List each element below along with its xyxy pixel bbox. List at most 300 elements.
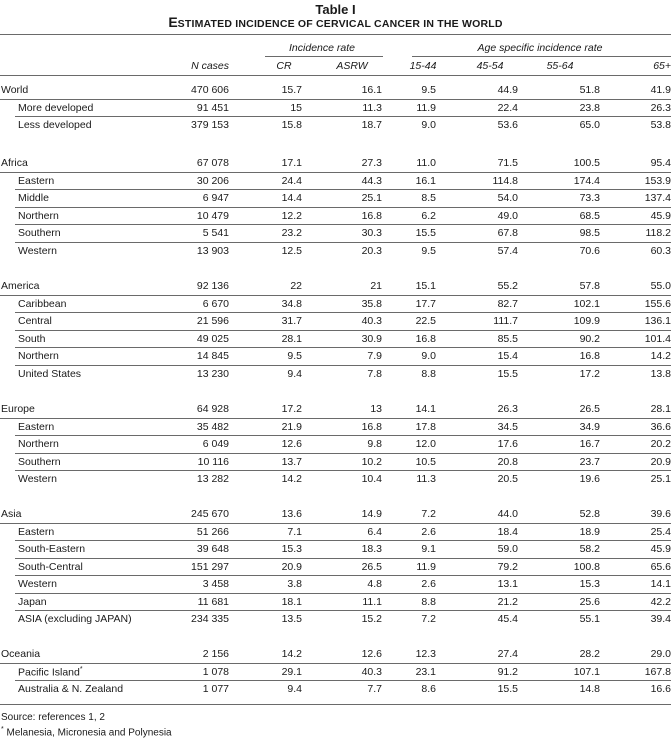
cell-age-15-44: 8.8 <box>421 367 436 380</box>
row-name-text: Europe <box>1 403 35 415</box>
cell-age-65-plus: 14.2 <box>650 350 671 362</box>
footnote-marker: * <box>79 665 83 673</box>
cell-age-15-44: 11.0 <box>416 157 436 169</box>
cell-age-15-44: 8.5 <box>421 192 436 204</box>
cell-cr: 17.1 <box>281 157 302 169</box>
row-name-text: United States <box>18 367 82 380</box>
row-name-text: Caribbean <box>18 297 67 310</box>
header-bottom-rule <box>0 75 671 76</box>
cell-age-45-54: 85.5 <box>497 332 518 345</box>
cell-age-65-plus: 155.6 <box>644 297 671 310</box>
row-rule <box>15 365 671 366</box>
cell-age-55-64: 23.8 <box>579 101 600 114</box>
row-name-text: Middle <box>18 192 49 204</box>
cell-age-15-44: 10.5 <box>415 455 436 468</box>
row-rule <box>0 418 671 419</box>
cell-asrw: 44.3 <box>361 174 382 187</box>
cell-cr: 20.9 <box>281 560 302 573</box>
cell-asrw: 26.5 <box>361 560 382 573</box>
row-name <box>18 245 57 257</box>
cell-cr: 29.1 <box>281 665 302 678</box>
row-name <box>18 666 83 679</box>
row-rule <box>15 189 671 190</box>
row-rule <box>15 610 671 611</box>
cell-cr: 12.2 <box>281 209 302 222</box>
footnote-source: Source: references 1, 2 <box>1 712 105 723</box>
cell-age-65-plus: 137.4 <box>644 192 671 204</box>
cell-asrw: 18.3 <box>361 543 382 555</box>
cell-age-55-64: 58.2 <box>579 543 600 555</box>
row-rule <box>0 295 671 296</box>
row-name-text: Eastern <box>18 420 55 433</box>
table-title-rest: STIMATED INCIDENCE OF CERVICAL CANCER IN THE WORLD <box>177 18 503 30</box>
cell-age-55-64: 14.8 <box>579 683 600 695</box>
group-name <box>1 84 28 96</box>
cell-age-65-plus: 55.0 <box>650 280 671 292</box>
cell-cr: 15.8 <box>281 119 302 131</box>
cell-asrw: 6.4 <box>367 525 382 538</box>
row-rule <box>15 312 671 313</box>
cell-n-cases: 64 928 <box>196 403 229 415</box>
cell-n-cases: 92 136 <box>196 280 229 292</box>
cell-cr: 9.4 <box>287 683 302 695</box>
cell-n-cases: 6 947 <box>202 192 229 204</box>
cell-age-45-54: 13.1 <box>497 578 518 590</box>
cell-cr: 34.8 <box>281 297 302 310</box>
cell-n-cases: 67 078 <box>196 157 229 169</box>
row-rule <box>15 330 671 331</box>
cell-cr: 18.1 <box>281 595 302 608</box>
cell-age-65-plus: 25.1 <box>650 473 671 485</box>
cell-age-45-54: 49.0 <box>497 209 518 222</box>
column-header-cr: CR <box>276 60 292 72</box>
row-name-text: Africa <box>1 157 28 169</box>
cell-age-45-54: 91.2 <box>497 665 518 678</box>
row-rule <box>15 347 671 348</box>
cell-age-45-54: 27.4 <box>497 648 518 660</box>
cell-cr: 3.8 <box>287 578 302 590</box>
cell-age-15-44: 7.2 <box>421 613 436 625</box>
cell-age-55-64: 100.5 <box>573 157 600 169</box>
row-name-text: Southern <box>18 227 61 239</box>
cell-age-55-64: 57.8 <box>579 280 600 292</box>
cell-n-cases: 13 230 <box>196 367 229 380</box>
cell-n-cases: 11 681 <box>197 595 229 608</box>
cell-asrw: 4.8 <box>367 578 382 590</box>
cell-n-cases: 21 596 <box>196 315 229 327</box>
row-name-text: More developed <box>18 101 94 114</box>
row-name-text: South-Central <box>18 560 83 573</box>
row-name <box>18 192 49 204</box>
cell-age-15-44: 9.5 <box>421 244 436 257</box>
cell-cr: 12.6 <box>281 438 302 450</box>
row-rule <box>15 435 671 436</box>
cell-age-65-plus: 45.9 <box>650 543 671 555</box>
cell-asrw: 7.9 <box>367 350 382 362</box>
column-header-age-55-64: 55-64 <box>546 60 574 72</box>
row-name-text: Western <box>18 578 57 590</box>
cell-age-45-54: 15.5 <box>497 683 518 695</box>
row-name-text: Oceania <box>1 648 41 660</box>
group-name <box>1 508 21 520</box>
cell-n-cases: 245 670 <box>191 508 229 520</box>
table-title-initial: E <box>168 14 178 30</box>
cell-age-55-64: 16.7 <box>579 438 600 450</box>
cell-asrw: 30.3 <box>361 227 382 239</box>
cell-asrw: 25.1 <box>361 192 382 204</box>
cell-age-15-44: 12.0 <box>415 438 436 450</box>
cell-asrw: 21 <box>370 280 382 292</box>
cell-asrw: 16.8 <box>361 420 382 433</box>
cell-n-cases: 35 482 <box>196 420 229 433</box>
cell-age-15-44: 22.5 <box>415 315 436 327</box>
row-name <box>18 315 52 327</box>
cell-age-45-54: 20.8 <box>497 455 518 468</box>
column-header-age-65-plus: 65+ <box>653 60 671 72</box>
cell-age-55-64: 28.2 <box>579 648 600 660</box>
row-name-text: Western <box>18 473 57 485</box>
row-name <box>18 596 47 608</box>
cell-age-45-54: 44.9 <box>497 84 518 96</box>
row-rule <box>15 575 671 576</box>
cell-age-45-54: 21.2 <box>497 595 518 608</box>
cell-age-55-64: 55.1 <box>579 613 600 625</box>
row-rule <box>15 540 671 541</box>
row-name-text: Eastern <box>18 525 55 538</box>
cell-age-15-44: 9.0 <box>421 119 436 131</box>
cell-age-55-64: 102.1 <box>573 297 600 310</box>
row-name-text: Northern <box>18 438 59 450</box>
cell-cr: 28.1 <box>281 332 302 345</box>
cell-age-45-54: 111.7 <box>493 315 518 327</box>
row-name-text: Northern <box>18 209 59 222</box>
row-name-text: Western <box>18 244 57 257</box>
cell-age-15-44: 12.3 <box>415 648 436 660</box>
cell-asrw: 11.1 <box>362 595 382 608</box>
cell-n-cases: 49 025 <box>196 332 229 345</box>
row-rule <box>15 453 671 454</box>
row-name <box>18 473 57 485</box>
cell-cr: 31.7 <box>281 315 302 327</box>
row-name <box>18 613 132 625</box>
row-name <box>18 543 85 555</box>
cell-asrw: 40.3 <box>361 665 382 678</box>
cell-n-cases: 14 845 <box>196 350 229 362</box>
cell-age-65-plus: 25.4 <box>650 525 671 538</box>
cell-age-65-plus: 26.3 <box>650 101 671 114</box>
cell-age-55-64: 26.5 <box>579 403 600 415</box>
cell-age-45-54: 22.4 <box>497 101 518 114</box>
cell-age-55-64: 34.9 <box>579 420 600 433</box>
cell-age-15-44: 9.5 <box>421 84 436 96</box>
table-label: Table I <box>315 2 356 17</box>
cell-age-65-plus: 20.2 <box>650 438 671 450</box>
row-rule <box>15 116 671 117</box>
row-name <box>18 175 54 187</box>
cell-cr: 15.7 <box>281 84 302 96</box>
cell-age-55-64: 98.5 <box>579 227 600 239</box>
cell-age-65-plus: 53.8 <box>650 119 671 131</box>
cell-n-cases: 470 606 <box>191 84 229 96</box>
cell-age-15-44: 16.1 <box>415 174 436 187</box>
row-name <box>18 227 61 239</box>
row-rule <box>0 663 671 664</box>
cell-cr: 13.7 <box>281 455 302 468</box>
cell-age-65-plus: 60.3 <box>650 244 671 257</box>
cell-age-65-plus: 101.4 <box>644 332 671 345</box>
row-name-text: Australia & N. Zealand <box>18 683 124 695</box>
cell-age-15-44: 9.1 <box>421 543 436 555</box>
cell-age-45-54: 17.6 <box>497 438 518 450</box>
cell-age-65-plus: 39.4 <box>650 613 671 625</box>
row-name <box>18 683 123 695</box>
cell-age-65-plus: 14.1 <box>650 578 671 590</box>
cell-age-45-54: 53.6 <box>497 119 518 131</box>
cell-age-65-plus: 153.9 <box>644 174 671 187</box>
column-header-asrw: ASRW <box>336 60 368 72</box>
cell-asrw: 12.6 <box>361 648 382 660</box>
cell-age-55-64: 25.6 <box>579 595 600 608</box>
cell-age-45-54: 54.0 <box>497 192 518 204</box>
row-name <box>18 102 93 114</box>
cell-asrw: 16.1 <box>361 84 382 96</box>
cell-n-cases: 5 541 <box>202 227 229 239</box>
cell-age-45-54: 57.4 <box>497 244 518 257</box>
cell-age-15-44: 2.6 <box>421 525 436 538</box>
cell-cr: 17.2 <box>281 403 302 415</box>
row-name-text: ASIA (excluding JAPAN) <box>18 613 132 625</box>
row-name-text: World <box>1 84 29 96</box>
cell-age-65-plus: 36.6 <box>650 420 671 433</box>
row-name-text: Northern <box>18 350 59 362</box>
cell-age-55-64: 51.8 <box>579 84 600 96</box>
cell-age-45-54: 82.7 <box>497 297 518 310</box>
cell-age-55-64: 174.4 <box>573 174 600 187</box>
cell-age-65-plus: 136.1 <box>644 315 671 327</box>
age-specific-header: Age specific incidence rate <box>477 42 603 54</box>
cell-age-55-64: 52.8 <box>579 508 600 520</box>
cell-age-15-44: 2.6 <box>421 578 436 590</box>
cell-n-cases: 3 458 <box>202 578 229 590</box>
cell-age-55-64: 90.2 <box>579 332 600 345</box>
row-name <box>18 298 66 310</box>
group-name <box>1 157 28 169</box>
row-name-text: Southern <box>18 455 61 468</box>
cell-asrw: 10.4 <box>361 473 382 485</box>
row-rule <box>15 680 671 681</box>
cell-cr: 7.1 <box>287 525 302 538</box>
cell-asrw: 13 <box>370 403 382 415</box>
row-rule <box>15 558 671 559</box>
cell-age-15-44: 11.9 <box>416 101 436 114</box>
row-rule <box>15 593 671 594</box>
cell-cr: 14.4 <box>281 192 302 204</box>
cell-asrw: 27.3 <box>361 157 382 169</box>
cell-cr: 23.2 <box>281 227 302 239</box>
incidence-rate-rule <box>265 56 383 57</box>
cell-asrw: 7.7 <box>367 683 382 695</box>
footnote-star-text: Melanesia, Micronesia and Polynesia <box>3 727 172 739</box>
cell-asrw: 14.9 <box>361 508 382 520</box>
cell-age-55-64: 73.3 <box>579 192 600 204</box>
cell-age-15-44: 7.2 <box>421 508 436 520</box>
cell-age-45-54: 26.3 <box>497 403 518 415</box>
cell-cr: 15.3 <box>281 543 302 555</box>
row-name-text: Japan <box>18 595 47 608</box>
cell-age-45-54: 45.4 <box>497 613 518 625</box>
row-rule <box>15 470 671 471</box>
footnote-star: * <box>1 726 4 733</box>
cell-age-65-plus: 95.4 <box>650 157 671 169</box>
cell-age-15-44: 15.5 <box>415 227 436 239</box>
cell-n-cases: 13 903 <box>196 244 229 257</box>
cell-n-cases: 2 156 <box>202 648 229 660</box>
cell-age-15-44: 9.0 <box>421 350 436 362</box>
cell-age-45-54: 71.5 <box>497 157 518 169</box>
cell-n-cases: 6 049 <box>202 438 229 450</box>
column-header-n-cases: N cases <box>191 60 229 72</box>
cell-age-15-44: 11.9 <box>416 560 436 573</box>
cell-age-55-64: 18.9 <box>579 525 600 538</box>
cell-age-15-44: 8.8 <box>421 595 436 608</box>
row-name-text: South <box>18 332 46 345</box>
cell-age-65-plus: 39.6 <box>650 508 671 520</box>
cell-cr: 9.4 <box>287 367 302 380</box>
cell-asrw: 40.3 <box>361 315 382 327</box>
cell-asrw: 16.8 <box>361 209 382 222</box>
cell-n-cases: 1 077 <box>202 683 229 695</box>
cell-cr: 14.2 <box>281 648 302 660</box>
cell-cr: 13.6 <box>281 508 302 520</box>
group-name <box>1 403 35 415</box>
cell-age-55-64: 100.8 <box>573 560 600 573</box>
cell-age-45-54: 15.4 <box>497 350 518 362</box>
top-rule <box>0 34 671 35</box>
cell-age-55-64: 17.2 <box>579 367 600 380</box>
cell-asrw: 35.8 <box>361 297 382 310</box>
cell-n-cases: 91 451 <box>196 101 229 114</box>
cell-age-15-44: 14.1 <box>415 403 436 415</box>
cell-age-45-54: 15.5 <box>497 367 518 380</box>
cell-age-65-plus: 45.9 <box>650 209 671 222</box>
cell-n-cases: 30 206 <box>196 174 229 187</box>
cell-age-65-plus: 41.9 <box>650 84 671 96</box>
row-name <box>18 456 61 468</box>
cell-age-55-64: 109.9 <box>573 315 600 327</box>
cell-asrw: 11.3 <box>362 101 382 114</box>
cell-age-15-44: 23.1 <box>415 665 436 678</box>
column-header-age-15-44: 15-44 <box>409 60 437 72</box>
cell-age-15-44: 6.2 <box>421 209 436 222</box>
row-name <box>18 561 83 573</box>
row-rule <box>0 172 671 173</box>
cell-age-65-plus: 42.2 <box>650 595 671 608</box>
row-name <box>18 421 54 433</box>
row-name <box>18 526 54 538</box>
cell-age-65-plus: 28.1 <box>650 403 671 415</box>
cell-n-cases: 234 335 <box>191 613 229 625</box>
row-rule <box>0 523 671 524</box>
cell-cr: 24.4 <box>281 174 302 187</box>
cell-age-15-44: 15.1 <box>415 280 436 292</box>
row-name-text: Central <box>18 315 52 327</box>
cell-age-45-54: 34.5 <box>497 420 518 433</box>
cell-age-65-plus: 167.8 <box>644 665 671 678</box>
incidence-rate-header: Incidence rate <box>289 42 355 54</box>
cell-age-55-64: 16.8 <box>579 350 600 362</box>
cell-age-55-64: 19.6 <box>579 473 600 485</box>
group-name <box>1 280 40 292</box>
row-rule <box>15 224 671 225</box>
row-name-text: Pacific Island <box>18 666 80 678</box>
cell-age-65-plus: 65.6 <box>650 560 671 573</box>
cell-age-65-plus: 16.6 <box>650 683 671 695</box>
cell-n-cases: 51 266 <box>196 525 229 538</box>
table-title <box>0 14 671 30</box>
row-rule <box>15 242 671 243</box>
row-name-text: Less developed <box>18 119 92 131</box>
cell-age-55-64: 68.5 <box>579 209 600 222</box>
cell-age-55-64: 23.7 <box>579 455 600 468</box>
row-name-text: Eastern <box>18 174 55 187</box>
cell-age-45-54: 18.4 <box>497 525 518 538</box>
cell-asrw: 9.8 <box>367 438 382 450</box>
cell-n-cases: 39 648 <box>196 543 229 555</box>
footnote-melanesia <box>1 726 172 738</box>
cell-asrw: 20.3 <box>361 244 382 257</box>
cell-cr: 12.5 <box>281 244 302 257</box>
row-name-text: South-Eastern <box>18 543 86 555</box>
row-rule <box>15 207 671 208</box>
cell-age-15-44: 16.8 <box>415 332 436 345</box>
cell-age-15-44: 17.7 <box>415 297 436 310</box>
cell-age-65-plus: 13.8 <box>650 367 671 380</box>
cell-age-45-54: 20.5 <box>497 473 518 485</box>
row-name <box>18 438 59 450</box>
cell-age-45-54: 114.8 <box>492 174 518 187</box>
row-name <box>18 210 59 222</box>
bottom-rule <box>0 704 671 705</box>
cell-age-65-plus: 29.0 <box>650 648 671 660</box>
cell-age-45-54: 44.0 <box>497 508 518 520</box>
cell-n-cases: 10 479 <box>196 209 229 222</box>
cell-age-65-plus: 20.9 <box>650 455 671 468</box>
row-rule <box>0 99 671 100</box>
cell-age-45-54: 59.0 <box>497 543 518 555</box>
row-name <box>18 119 92 131</box>
cell-n-cases: 10 116 <box>197 455 229 468</box>
cell-age-55-64: 70.6 <box>579 244 600 257</box>
cell-cr: 9.5 <box>287 350 302 362</box>
cell-age-45-54: 67.8 <box>497 227 518 239</box>
row-name <box>18 333 45 345</box>
cell-asrw: 18.7 <box>361 119 382 131</box>
row-name <box>18 578 57 590</box>
cell-asrw: 30.9 <box>361 332 382 345</box>
age-specific-rule <box>412 56 671 57</box>
cell-cr: 15 <box>290 101 302 114</box>
cell-cr: 13.5 <box>281 613 302 625</box>
row-name-text: America <box>1 280 40 292</box>
row-name <box>18 350 59 362</box>
row-name <box>18 368 81 380</box>
cell-cr: 14.2 <box>281 473 302 485</box>
cell-age-65-plus: 118.2 <box>645 227 671 239</box>
column-header-age-45-54: 45-54 <box>476 60 504 72</box>
cell-n-cases: 151 297 <box>191 560 229 573</box>
cell-cr: 22 <box>290 280 302 292</box>
cell-n-cases: 13 282 <box>196 473 229 485</box>
